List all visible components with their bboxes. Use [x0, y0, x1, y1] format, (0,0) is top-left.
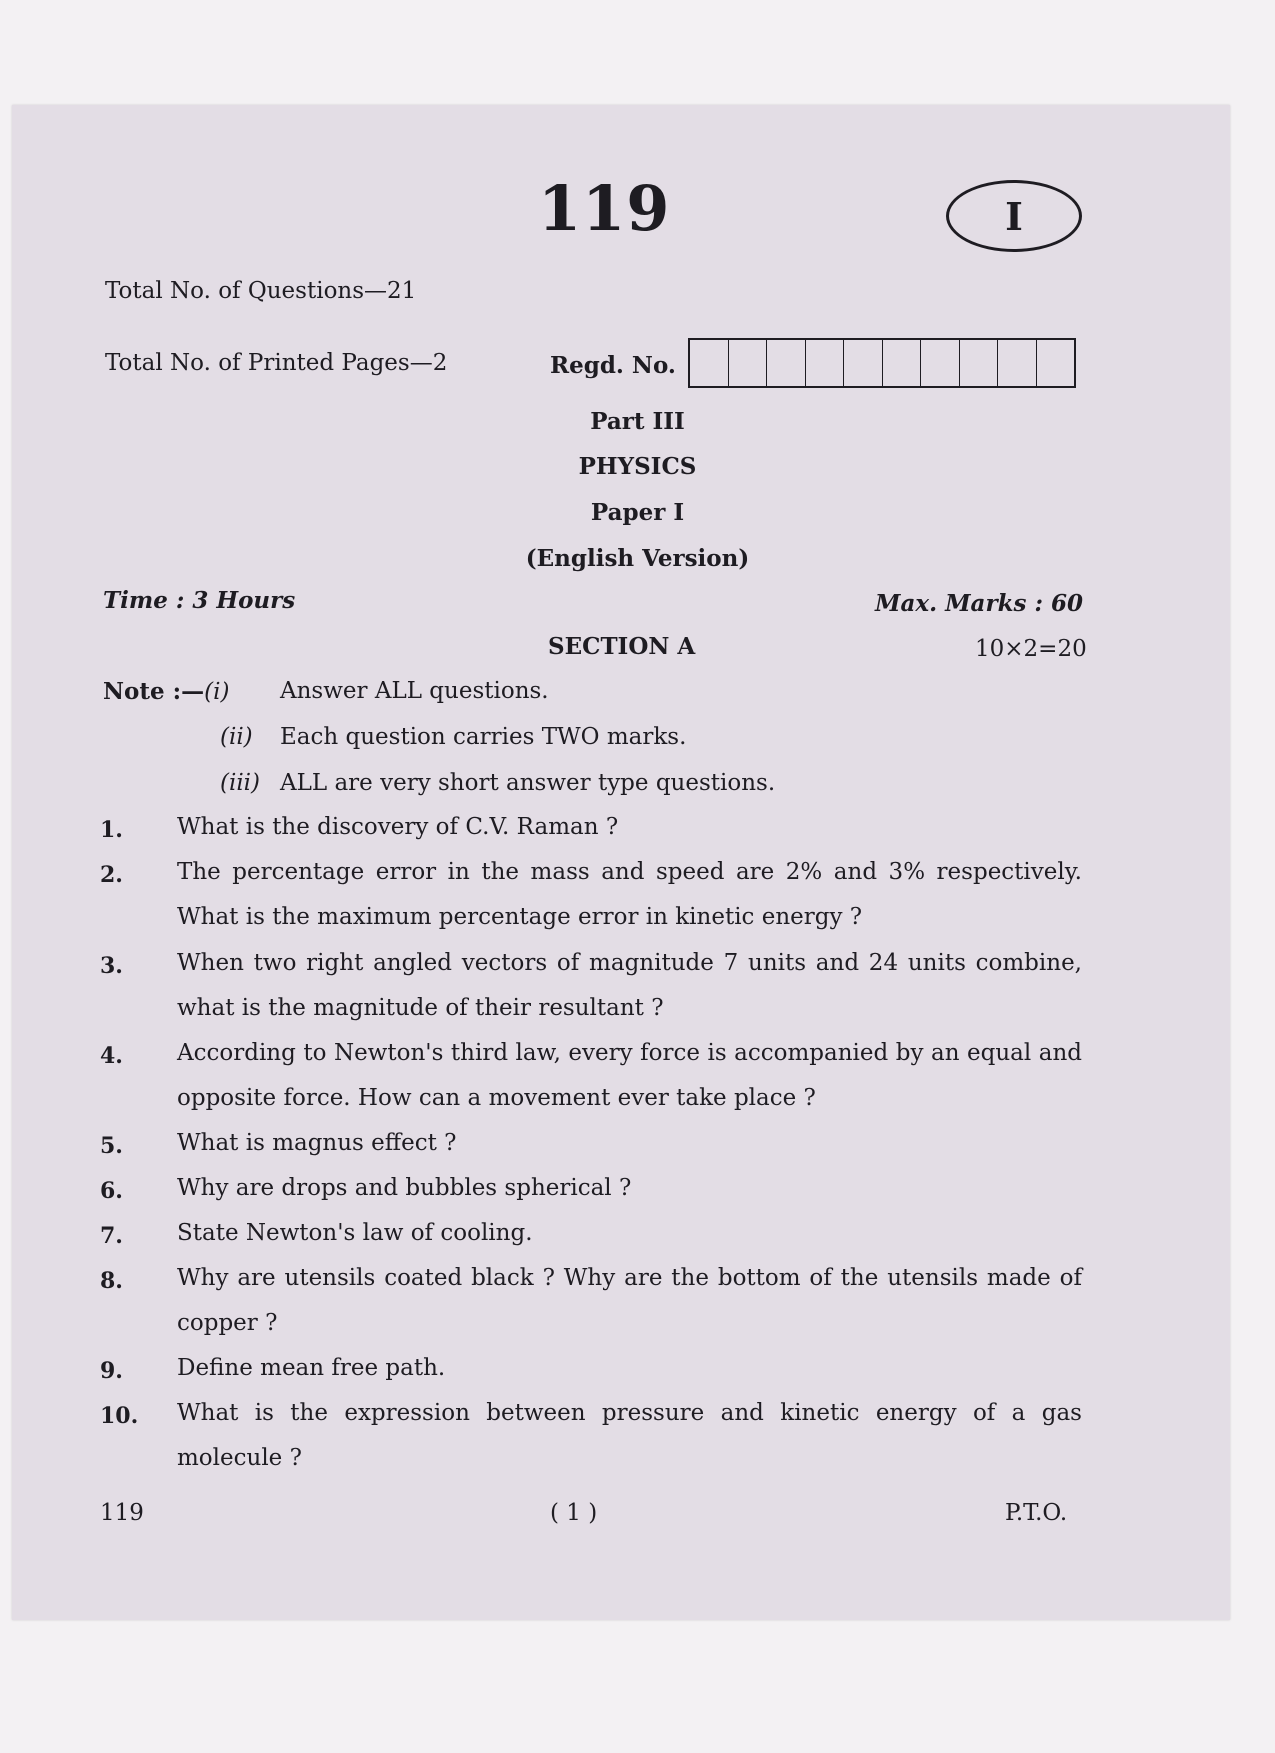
note-roman: (ii)	[220, 724, 253, 750]
paper-title: Paper I	[590, 499, 685, 526]
note-text: Each question carries TWO marks.	[280, 724, 687, 750]
regd-box	[767, 340, 806, 386]
regd-box	[921, 340, 960, 386]
regd-number-boxes	[688, 338, 1076, 388]
total-questions: Total No. of Questions—21	[105, 278, 417, 304]
question-number: 4.	[100, 1043, 123, 1069]
pto-label: P.T.O.	[1005, 1500, 1068, 1526]
question-text: State Newton's law of cooling.	[177, 1220, 533, 1246]
question-text: According to Newton's third law, every force is accompanied by an equal and opposite force. How can a movement ever take place ?	[177, 1040, 1082, 1111]
question-text: Define mean free path.	[177, 1355, 446, 1381]
set-code: I	[1005, 193, 1023, 239]
max-marks: Max. Marks : 60	[875, 590, 1083, 617]
version-title: (English Version)	[525, 545, 750, 572]
question-number: 2.	[100, 862, 123, 888]
question-text: The percentage error in the mass and speed are 2% and 3% respectively. What is the maximum percentage error in kinetic energy ?	[177, 859, 1082, 930]
question-number: 10.	[100, 1403, 139, 1429]
note-roman: (i)	[204, 679, 230, 705]
set-code-oval	[946, 180, 1082, 252]
section-title: SECTION A	[548, 633, 696, 660]
question-text: What is the discovery of C.V. Raman ?	[177, 814, 619, 840]
question-number: 5.	[100, 1133, 123, 1159]
question-text: When two right angled vectors of magnitude 7 units and 24 units combine, what is the magnitude of their resultant ?	[177, 950, 1082, 1021]
total-pages: Total No. of Printed Pages—2	[105, 350, 448, 376]
question-number: 6.	[100, 1178, 123, 1204]
note-label: Note :—	[103, 678, 205, 705]
question-number: 3.	[100, 953, 123, 979]
section-marks: 10×2=20	[975, 636, 1087, 662]
paper-code: 119	[538, 172, 671, 245]
note-roman: (iii)	[220, 770, 261, 796]
regd-box	[690, 340, 729, 386]
regd-box	[1037, 340, 1075, 386]
page-number: ( 1 )	[550, 1500, 598, 1526]
note-line	[103, 678, 229, 705]
question-number: 8.	[100, 1268, 123, 1294]
footer-code: 119	[100, 1500, 144, 1526]
question-number: 7.	[100, 1223, 123, 1249]
time-allowed: Time : 3 Hours	[103, 587, 296, 614]
regd-box	[729, 340, 768, 386]
subject-title: PHYSICS	[578, 453, 697, 480]
note-text: Answer ALL questions.	[280, 678, 549, 704]
regd-label: Regd. No.	[550, 352, 676, 379]
question-text: Why are utensils coated black ? Why are the bottom of the utensils made of copper ?	[177, 1265, 1082, 1336]
regd-box	[806, 340, 845, 386]
regd-box	[998, 340, 1037, 386]
regd-box	[883, 340, 922, 386]
question-text: Why are drops and bubbles spherical ?	[177, 1175, 632, 1201]
question-text: What is the expression between pressure and kinetic energy of a gas molecule ?	[177, 1400, 1082, 1471]
part-title: Part III	[590, 408, 685, 435]
regd-box	[960, 340, 999, 386]
question-number: 1.	[100, 817, 123, 843]
regd-box	[844, 340, 883, 386]
question-number: 9.	[100, 1358, 123, 1384]
question-text: What is magnus effect ?	[177, 1130, 457, 1156]
note-text: ALL are very short answer type questions.	[280, 770, 776, 796]
